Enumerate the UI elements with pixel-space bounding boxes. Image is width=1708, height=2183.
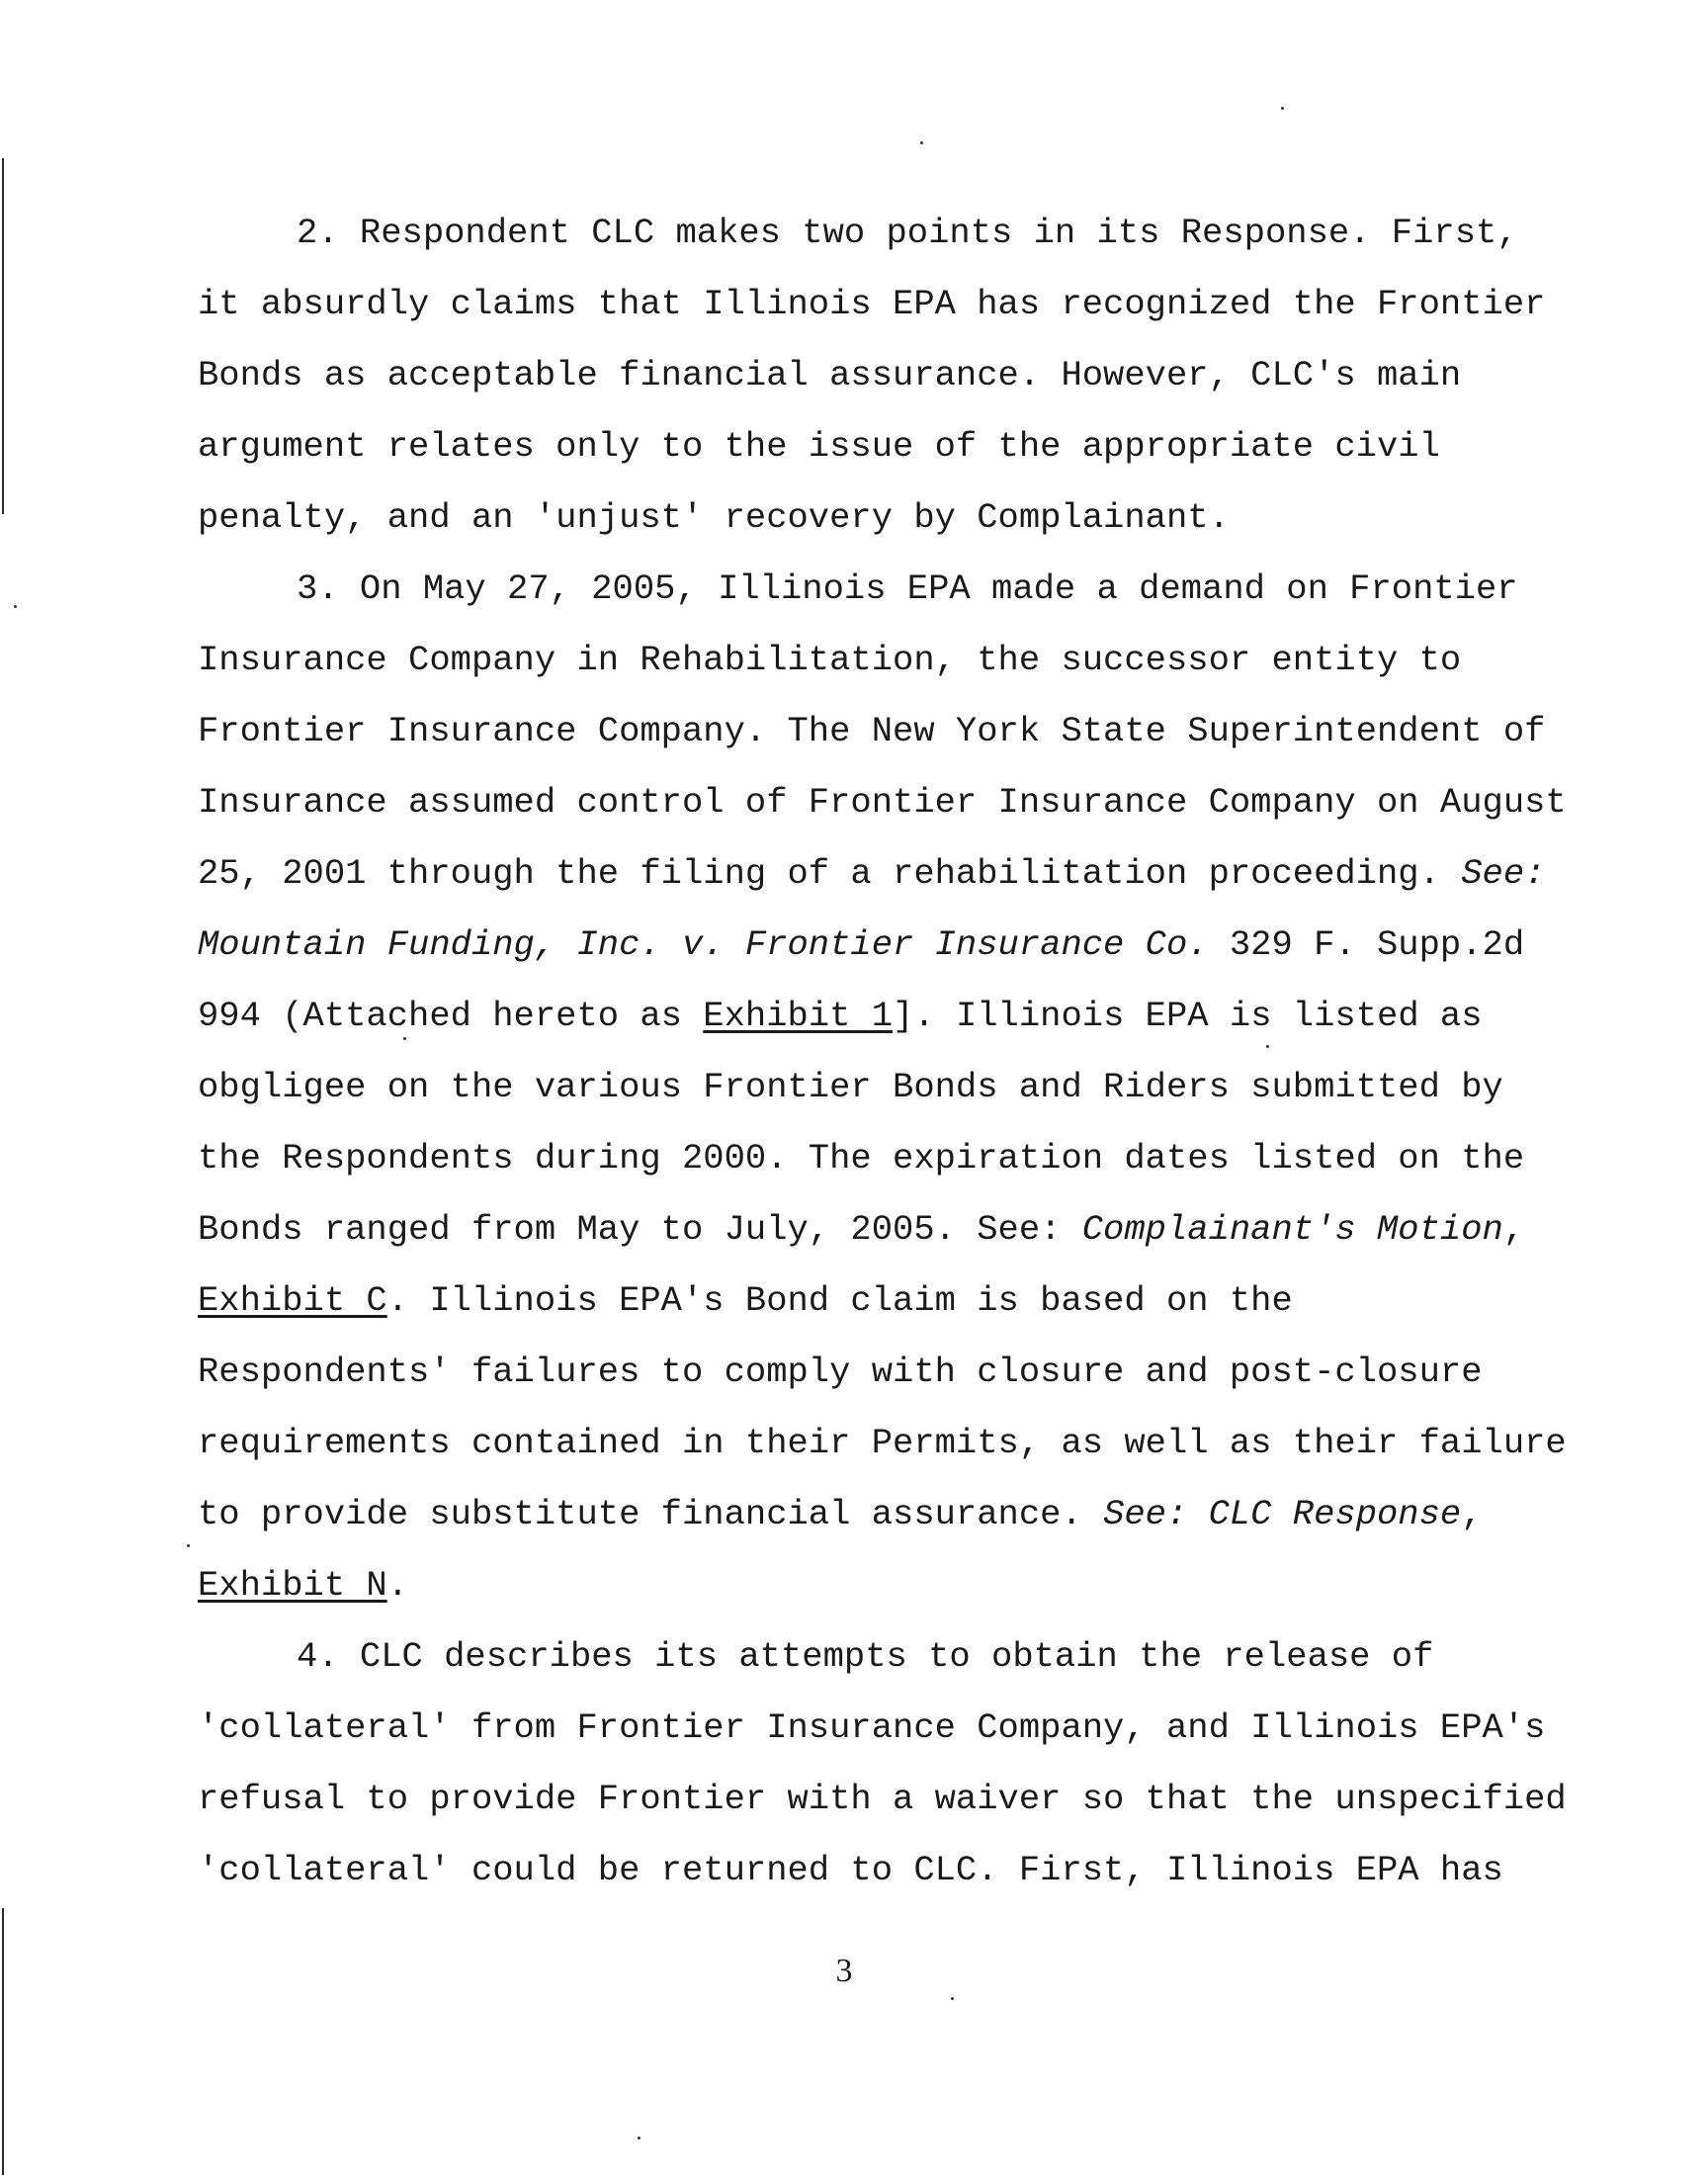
exhibit-reference: Exhibit N: [198, 1565, 387, 1606]
text-line: 25, 2001 through the filing of a rehabilitation proceeding. See:: [198, 853, 1546, 894]
text-line: Insurance Company in Rehabilitation, the successor entity to: [198, 640, 1462, 680]
text-line: Mountain Funding, Inc. v. Frontier Insurance Co. 329 F. Supp.2d: [198, 924, 1525, 965]
text-line: obgligee on the various Frontier Bonds and Riders submitted by: [198, 1067, 1503, 1107]
scan-speck: [187, 1544, 190, 1547]
text-line: Exhibit N.: [198, 1565, 409, 1606]
text-line: 'collateral' from Frontier Insurance Company, and Illinois EPA's: [198, 1707, 1546, 1748]
text-line: Insurance assumed control of Frontier Insurance Company on August: [198, 782, 1567, 823]
scan-margin-line: [2, 158, 4, 514]
text-line: Exhibit C. Illinois EPA's Bond claim is based on the: [198, 1280, 1293, 1321]
text-line: the Respondents during 2000. The expiration dates listed on the: [198, 1138, 1525, 1179]
exhibit-reference: Exhibit C: [198, 1280, 387, 1321]
text-line: Bonds as acceptable financial assurance. However, CLC's main: [198, 355, 1462, 395]
scan-speck: [1281, 107, 1284, 110]
exhibit-reference: Exhibit 1: [703, 996, 894, 1036]
text-line: it absurdly claims that Illinois EPA has recognized the Frontier: [198, 284, 1546, 324]
text-line: 4. CLC describes its attempts to obtain the release of: [297, 1636, 1434, 1677]
text-line: 3. On May 27, 2005, Illinois EPA made a demand on Frontier: [297, 568, 1518, 609]
case-citation: Mountain Funding, Inc. v. Frontier Insurance Co.: [198, 924, 1209, 965]
response-citation: See: CLC Response: [1103, 1494, 1462, 1534]
motion-citation: Complainant's Motion: [1081, 1209, 1503, 1250]
page-number: 3: [835, 1953, 853, 1989]
text-line: 2. Respondent CLC makes two points in its Response. First,: [297, 213, 1518, 253]
text-line: 'collateral' could be returned to CLC. First, Illinois EPA has: [198, 1850, 1503, 1890]
text-line: Respondents' failures to comply with closure and post-closure: [198, 1352, 1483, 1392]
paragraph-3: [198, 554, 1567, 1621]
scan-speck: [920, 141, 923, 144]
scan-speck: [951, 1997, 954, 2000]
paragraph-2: [198, 198, 1546, 554]
text-line: penalty, and an 'unjust' recovery by Complainant.: [198, 497, 1230, 538]
text-line: argument relates only to the issue of the appropriate civil: [198, 426, 1440, 467]
paragraph-4: [198, 1621, 1567, 1906]
citation-see: See:: [1461, 853, 1546, 894]
text-line: 994 (Attached hereto as Exhibit 1]. Illinois EPA is listed as: [198, 996, 1483, 1036]
text-line: requirements contained in their Permits, as well as their failure: [198, 1423, 1567, 1463]
scan-margin-line: [2, 1908, 4, 2175]
scan-speck: [638, 2137, 640, 2139]
body-text: [198, 198, 1567, 1906]
text-line: Frontier Insurance Company. The New York State Superintendent of: [198, 711, 1546, 751]
scan-speck: [14, 605, 17, 608]
text-line: refusal to provide Frontier with a waiver so that the unspecified: [198, 1779, 1567, 1819]
text-line: to provide substitute financial assurance. See: CLC Response,: [198, 1494, 1483, 1534]
text-line: Bonds ranged from May to July, 2005. See: Complainant's Motion,: [198, 1209, 1525, 1250]
